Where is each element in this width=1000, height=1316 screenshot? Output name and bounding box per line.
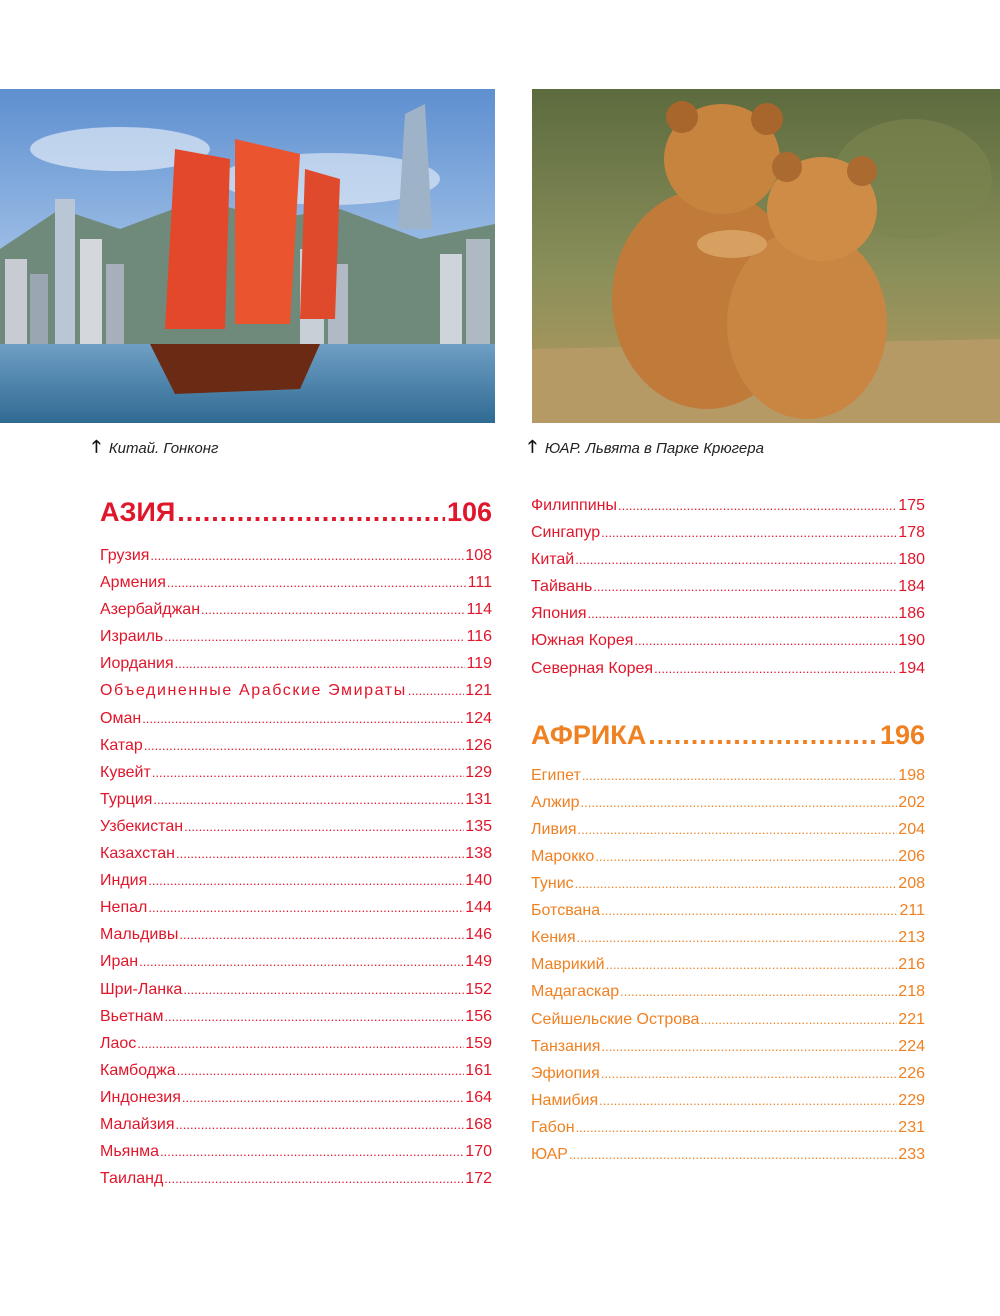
section-title: АЗИЯ	[100, 497, 176, 527]
dot-leader	[576, 1114, 898, 1141]
entry-name: Маврикий	[531, 956, 605, 974]
section-page-number: 106	[446, 497, 492, 527]
entry-name: Шри-Ланка	[100, 980, 183, 998]
dot-leader	[160, 1138, 464, 1165]
dot-leader	[142, 705, 464, 732]
entry-name: Габон	[531, 1118, 575, 1136]
entry-name: Израиль	[100, 628, 164, 646]
entry-name: Мадагаскар	[531, 983, 620, 1001]
entry-page: 180	[898, 551, 925, 569]
entry-page: 149	[465, 953, 492, 971]
photo-caption	[528, 434, 764, 463]
lion-cubs-photo	[532, 89, 1000, 423]
toc-entry[interactable]	[100, 976, 492, 1003]
toc-entry[interactable]	[531, 573, 925, 600]
dot-leader	[601, 1060, 898, 1087]
entry-page: 216	[898, 956, 925, 974]
entry-page: 152	[465, 980, 492, 998]
entry-name: Кувейт	[100, 763, 151, 781]
entry-page: 178	[898, 524, 925, 542]
entry-page: 229	[898, 1091, 925, 1109]
entry-page: 126	[465, 736, 492, 754]
entry-name: Индонезия	[100, 1088, 181, 1106]
toc-entry[interactable]	[100, 921, 492, 948]
toc-entry[interactable]	[531, 762, 925, 789]
entry-page: 138	[465, 845, 492, 863]
entry-name: Лаос	[100, 1034, 137, 1052]
arrow-up-icon: 🡑	[92, 437, 101, 456]
toc-entry[interactable]	[100, 677, 492, 704]
dot-leader	[164, 623, 465, 650]
dot-leader	[144, 732, 464, 759]
arrow-up-icon: 🡑	[528, 437, 537, 456]
photo-caption	[92, 434, 218, 463]
toc-entry[interactable]	[531, 600, 925, 627]
entry-name: Тунис	[531, 875, 574, 893]
toc-entry[interactable]	[531, 1141, 925, 1168]
entry-page: 204	[898, 820, 925, 838]
dot-leader	[175, 650, 466, 677]
toc-entry[interactable]	[531, 492, 925, 519]
entry-name: Ливия	[531, 820, 577, 838]
entry-name: Грузия	[100, 547, 150, 564]
entry-name: Египет	[531, 766, 581, 784]
toc-list	[531, 762, 925, 1168]
dot-leader	[139, 948, 464, 975]
entry-page: 140	[465, 872, 492, 890]
entry-page: 198	[898, 766, 925, 784]
dot-leader	[201, 596, 465, 623]
dot-leader	[569, 1141, 897, 1168]
entry-name: Вьетнам	[100, 1007, 164, 1025]
dot-leader	[700, 1006, 897, 1033]
toc-entry[interactable]	[531, 519, 925, 546]
entry-name: Камбоджа	[100, 1061, 176, 1079]
entry-page: 208	[898, 875, 925, 893]
toc-entry[interactable]	[100, 894, 492, 921]
entry-name: Танзания	[531, 1037, 601, 1055]
toc-entry[interactable]	[100, 840, 492, 867]
entry-page: 211	[899, 902, 925, 920]
dot-leader	[581, 789, 898, 816]
dot-leader	[164, 1003, 464, 1030]
toc-entry[interactable]	[100, 813, 492, 840]
entry-page: 202	[898, 793, 925, 811]
dot-leader	[595, 843, 897, 870]
entry-name: Оман	[100, 709, 142, 727]
entry-name: Южная Корея	[531, 632, 634, 650]
dot-leader	[152, 759, 464, 786]
section-page-number: 196	[879, 719, 925, 750]
dot-leader	[618, 492, 897, 519]
toc-entry[interactable]	[531, 655, 925, 682]
entry-name: Индия	[100, 872, 148, 890]
dot-leader	[164, 1165, 464, 1192]
dot-leader	[634, 627, 897, 654]
toc-entry[interactable]	[531, 546, 925, 573]
entry-name: Намибия	[531, 1091, 599, 1109]
entry-page: 186	[898, 605, 925, 623]
toc-entry[interactable]	[100, 1111, 492, 1138]
toc-entry[interactable]	[100, 1138, 492, 1165]
entry-name: Турция	[100, 790, 153, 808]
section-title: АФРИКА	[531, 719, 647, 750]
entry-page: 164	[465, 1088, 492, 1106]
entry-page: 172	[465, 1170, 492, 1188]
toc-entry[interactable]	[100, 1030, 492, 1057]
toc-entry[interactable]	[100, 1057, 492, 1084]
dot-leader	[177, 492, 445, 532]
entry-page: 159	[465, 1034, 492, 1052]
entry-name: Сейшельские Острова	[531, 1010, 700, 1028]
toc-column-right	[531, 492, 925, 1168]
entry-page: 121	[465, 682, 492, 700]
entry-page: 170	[465, 1143, 492, 1161]
dot-leader	[593, 573, 897, 600]
entry-page: 119	[466, 655, 492, 673]
entry-page: 124	[465, 709, 492, 727]
toc-entry[interactable]	[531, 1033, 925, 1060]
entry-page: 175	[898, 497, 925, 514]
toc-entry[interactable]	[100, 759, 492, 786]
toc-entry[interactable]	[531, 843, 925, 870]
entry-name: Тайвань	[531, 578, 593, 596]
entry-page: 146	[465, 926, 492, 944]
entry-name: Иран	[100, 953, 139, 971]
entry-name: Япония	[531, 605, 587, 623]
entry-page: 144	[465, 899, 492, 917]
entry-name: Казахстан	[100, 845, 175, 863]
toc-entry[interactable]	[100, 623, 492, 650]
toc-entry[interactable]	[531, 1006, 925, 1033]
entry-name: Марокко	[531, 847, 595, 865]
entry-page: 135	[465, 817, 492, 835]
entry-page: 206	[898, 847, 925, 865]
toc-entry[interactable]	[100, 1165, 492, 1192]
entry-name: Таиланд	[100, 1170, 164, 1188]
toc-entry[interactable]	[531, 978, 925, 1005]
entry-name: Алжир	[531, 793, 580, 811]
hong-kong-photo	[0, 89, 495, 423]
toc-entry[interactable]	[100, 542, 492, 569]
entry-name: Малайзия	[100, 1115, 175, 1133]
entry-page: 213	[898, 929, 925, 947]
toc-entry[interactable]	[531, 627, 925, 654]
caption-text: Китай. Гонконг	[108, 440, 219, 457]
entry-name: Сингапур	[531, 524, 601, 542]
dot-leader	[183, 976, 464, 1003]
entry-page: 184	[898, 578, 925, 596]
dot-leader	[184, 813, 464, 840]
entry-page: 218	[898, 983, 925, 1001]
entry-name: Иордания	[100, 655, 174, 673]
entry-name: Филиппины	[531, 497, 617, 514]
section-heading-asia[interactable]	[100, 492, 492, 532]
entry-page: 114	[466, 601, 492, 619]
dot-leader	[577, 924, 898, 951]
entry-page: 224	[898, 1037, 925, 1055]
entry-name: ЮАР	[531, 1145, 568, 1163]
dot-leader	[182, 1084, 464, 1111]
toc-entry[interactable]	[100, 705, 492, 732]
entry-page: 161	[465, 1061, 492, 1079]
toc-entry[interactable]	[531, 1114, 925, 1141]
dot-leader	[408, 677, 464, 704]
entry-name: Непал	[100, 899, 148, 917]
dot-leader	[137, 1030, 464, 1057]
entry-name: Объединенные Арабские Эмираты	[100, 682, 407, 700]
toc-column-left	[100, 492, 492, 1192]
entry-page: 226	[898, 1064, 925, 1082]
dot-leader	[588, 600, 898, 627]
entry-page: 233	[898, 1145, 925, 1163]
entry-name: Катар	[100, 736, 143, 754]
toc-list	[531, 492, 925, 682]
toc-entry[interactable]	[100, 650, 492, 677]
toc-entry[interactable]	[531, 1060, 925, 1087]
entry-page: 190	[898, 632, 925, 650]
dot-leader	[153, 786, 464, 813]
entry-page: 221	[898, 1010, 925, 1028]
entry-page: 231	[898, 1118, 925, 1136]
dot-leader	[578, 816, 898, 843]
dot-leader	[148, 867, 464, 894]
dot-leader	[599, 1087, 897, 1114]
entry-name: Узбекистан	[100, 817, 184, 835]
entry-page: 131	[465, 790, 492, 808]
toc-entry[interactable]	[531, 870, 925, 897]
entry-page: 194	[898, 659, 925, 677]
dot-leader	[606, 951, 898, 978]
toc-entry[interactable]	[531, 897, 925, 924]
toc-list	[100, 542, 492, 1192]
entry-name: Армения	[100, 574, 166, 592]
dot-leader	[150, 542, 464, 569]
section-heading-africa[interactable]	[531, 715, 925, 755]
entry-name: Азербайджан	[100, 601, 201, 619]
toc-entry[interactable]	[100, 867, 492, 894]
entry-name: Северная Корея	[531, 659, 654, 677]
toc-entry[interactable]	[100, 1003, 492, 1030]
caption-text: ЮАР. Львята в Парке Крюгера	[544, 440, 764, 457]
dot-leader	[648, 715, 878, 755]
dot-leader	[654, 655, 897, 682]
dot-leader	[601, 519, 897, 546]
dot-leader	[601, 1033, 897, 1060]
entry-name: Эфиопия	[531, 1064, 600, 1082]
toc-entry[interactable]	[100, 786, 492, 813]
toc-entry[interactable]	[531, 951, 925, 978]
entry-page: 108	[465, 547, 492, 564]
toc-entry[interactable]	[100, 569, 492, 596]
entry-page: 116	[466, 628, 492, 646]
entry-page: 156	[465, 1007, 492, 1025]
entry-name: Ботсвана	[531, 902, 601, 920]
toc-entry[interactable]	[100, 596, 492, 623]
dot-leader	[575, 870, 898, 897]
dot-leader	[620, 978, 897, 1005]
entry-name: Мьянма	[100, 1143, 160, 1161]
toc-entry[interactable]	[100, 732, 492, 759]
toc-entry[interactable]	[531, 816, 925, 843]
dot-leader	[176, 840, 464, 867]
dot-leader	[582, 762, 897, 789]
dot-leader	[167, 569, 467, 596]
toc-entry[interactable]	[100, 948, 492, 975]
dot-leader	[177, 1057, 465, 1084]
entry-page: 168	[465, 1115, 492, 1133]
entry-name: Мальдивы	[100, 926, 179, 944]
entry-page: 129	[465, 763, 492, 781]
toc-entry[interactable]	[531, 789, 925, 816]
toc-entry[interactable]	[531, 1087, 925, 1114]
toc-entry[interactable]	[531, 924, 925, 951]
entry-name: Китай	[531, 551, 575, 569]
entry-name: Кения	[531, 929, 576, 947]
dot-leader	[176, 1111, 465, 1138]
dot-leader	[575, 546, 897, 573]
toc-entry[interactable]	[100, 1084, 492, 1111]
dot-leader	[601, 897, 898, 924]
dot-leader	[179, 921, 464, 948]
entry-page: 111	[467, 574, 492, 592]
dot-leader	[148, 894, 464, 921]
